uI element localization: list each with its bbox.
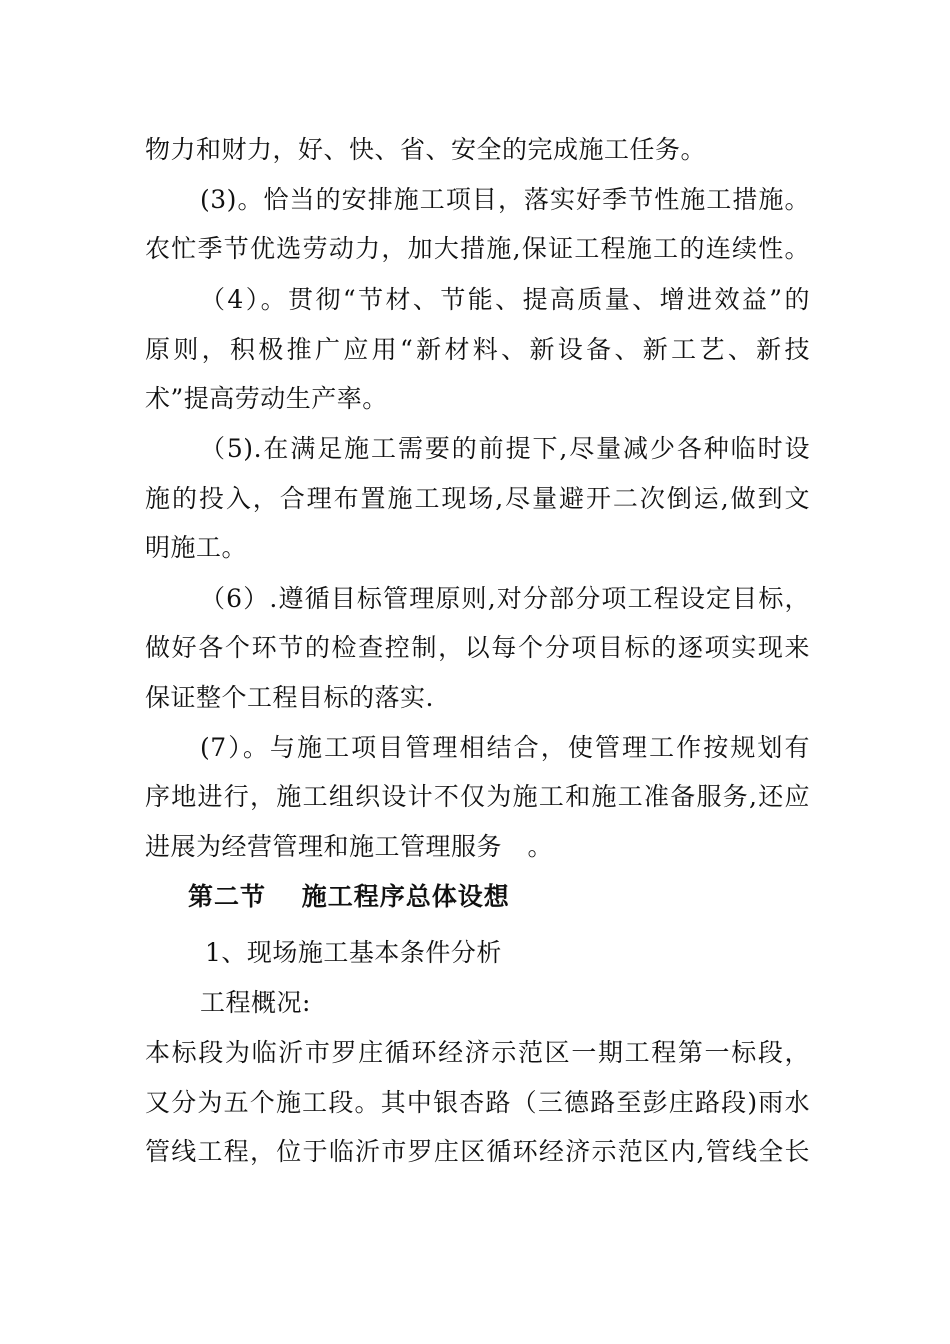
text-line-18: 工程概况:: [200, 988, 311, 1017]
text-line-14: 序地进行，施工组织设计不仅为施工和施工准备服务,还应: [145, 782, 810, 811]
text-line-12: 保证整个工程目标的落实.: [145, 683, 434, 712]
text-line-5: 原则，积极推广应用“新材料、新设备、新工艺、新技: [145, 335, 810, 364]
text-line-10: （6）.遵循目标管理原则,对分部分项工程设定目标，: [200, 584, 810, 613]
text-line-4: （4）。贯彻“节材、节能、提高质量、增进效益”的: [200, 285, 810, 314]
text-line-19: 本标段为临沂市罗庄循环经济示范区一期工程第一标段，: [145, 1038, 810, 1067]
section-heading: 第二节 施工程序总体设想: [188, 882, 510, 911]
text-line-3: 农忙季节优选劳动力，加大措施,保证工程施工的连续性。: [145, 234, 810, 263]
text-line-7: （5).在满足施工需要的前提下,尽量减少各种临时设: [200, 434, 810, 463]
subsection-heading: 1、现场施工基本条件分析: [205, 938, 502, 967]
text-line-2: (3)。恰当的安排施工项目，落实好季节性施工措施。: [200, 185, 810, 214]
text-line-9: 明施工。: [145, 533, 248, 562]
text-line-8: 施的投入，合理布置施工现场,尽量避开二次倒运,做到文: [145, 484, 810, 513]
text-line-1: 物力和财力，好、快、省、安全的完成施工任务。: [145, 135, 707, 164]
text-line-11: 做好各个环节的检查控制，以每个分项目标的逐项实现来: [145, 633, 810, 662]
text-line-20: 又分为五个施工段。其中银杏路（三德路至彭庄路段)雨水: [145, 1088, 810, 1117]
text-line-13: (7）。与施工项目管理相结合，使管理工作按规划有: [200, 733, 810, 762]
text-line-6: 术”提高劳动生产率。: [145, 384, 388, 413]
text-line-15: 进展为经营管理和施工管理服务 。: [145, 832, 554, 861]
text-line-21: 管线工程，位于临沂市罗庄区循环经济示范区内,管线全长: [145, 1137, 810, 1166]
